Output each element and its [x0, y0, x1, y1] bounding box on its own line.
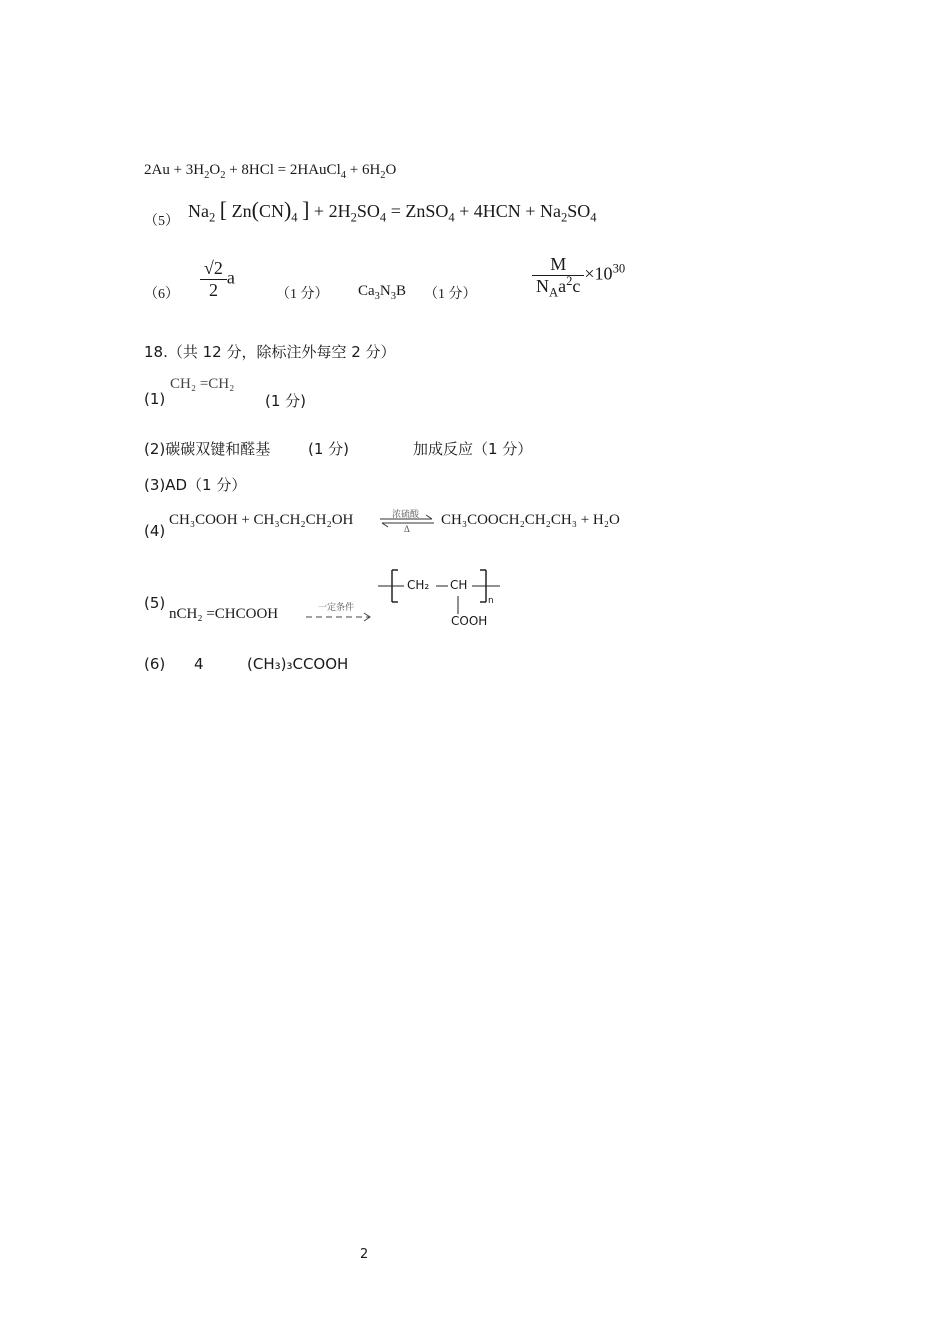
q18-a6-label: (6): [144, 655, 166, 673]
density-fraction: [532, 254, 584, 300]
eq-part: + 2H: [313, 201, 351, 221]
eq-part: Ca: [358, 283, 375, 299]
polymer-cooh: COOH: [451, 614, 488, 628]
eq-sub: 4: [291, 210, 298, 225]
q18-a4-label: (4): [144, 522, 166, 540]
q18-heading: 18.（共 12 分，除标注外每空 2 分）: [144, 343, 396, 361]
eq-sup: 30: [612, 261, 626, 276]
q6-prev-label: （6）: [144, 287, 179, 302]
eq-part: = ZnSO: [390, 201, 449, 221]
eq-sub: 2: [204, 170, 210, 181]
bracket-open: [: [219, 197, 228, 222]
zinc-equation: [188, 197, 597, 223]
q18-a6-count: 4: [194, 655, 204, 673]
eq-part: + 6H: [345, 162, 381, 178]
q18-a4-cond-bottom: Δ: [404, 524, 410, 534]
q18-a2-label: (2)碳碳双键和醛基: [144, 440, 271, 458]
polymer-ch: CH: [450, 578, 468, 592]
eq-sub: 4: [448, 210, 455, 225]
eq-sub: 2: [220, 170, 226, 181]
eq-part: B: [396, 283, 407, 299]
sqrt-fraction: [200, 258, 227, 301]
eq-part: a: [558, 276, 567, 296]
eq-part: CN: [258, 201, 284, 221]
q18-a1-label: (1): [144, 390, 166, 408]
density-denominator: [532, 274, 584, 300]
eq-part: 2Au + 3H: [144, 162, 205, 178]
eq-sub: 3: [390, 291, 397, 302]
q5-prev-label: （5）: [144, 214, 179, 229]
eq-part: O: [209, 162, 221, 178]
q6-formula: [358, 283, 406, 300]
eq-part: Na: [188, 201, 209, 221]
q18-a1-score: (1 分): [265, 392, 307, 410]
eq-sub: 2: [350, 210, 357, 225]
density-numerator: M: [550, 254, 567, 274]
eq-sub: 2: [380, 170, 386, 181]
q6-score-1: （1 分）: [276, 287, 329, 302]
eq-part: c: [572, 276, 581, 296]
q6-fraction: [200, 258, 235, 301]
page-number: 2: [360, 1247, 369, 1262]
eq-sup: 2: [566, 274, 573, 288]
eq-part: SO: [567, 201, 591, 221]
eq-sub: 2: [209, 210, 216, 225]
fraction-numerator: √2: [204, 258, 223, 278]
polymer-ch2: CH₂: [407, 578, 430, 592]
eq-part: + 8HCl = 2HAuCl: [225, 162, 341, 178]
eq-sub: 4: [340, 170, 346, 181]
eq-part: O: [385, 162, 397, 178]
eq-part: + 4HCN + Na: [459, 201, 561, 221]
fraction-variable: a: [226, 267, 235, 288]
eq-sub: A: [549, 285, 559, 300]
eq-sub: 4: [590, 210, 597, 225]
paren-open: (: [251, 197, 259, 222]
polymer-n: n: [488, 596, 494, 606]
q18-a2-b: 加成反应（1 分）: [413, 440, 533, 458]
eq-part: Zn: [231, 201, 252, 221]
q18-a6-formula: (CH₃)₃CCOOH: [247, 655, 349, 673]
eq-sub: 3: [374, 291, 380, 302]
bracket-close: ]: [302, 197, 310, 222]
q6-score-2: （1 分）: [424, 287, 477, 302]
eq-sub: 4: [379, 210, 387, 225]
q18-a4-right: CH₃COOCH₂CH₂CH₃ + H₂O: [441, 512, 620, 528]
eq-part: N: [536, 276, 549, 296]
density-formula: [532, 254, 626, 300]
eq-sub: 2: [560, 210, 568, 225]
eq-part: ×10: [584, 263, 613, 284]
q18-a5-label: (5): [144, 594, 166, 612]
gold-equation: [144, 162, 396, 179]
q18-a1-formula: CH₂ =CH₂: [170, 376, 235, 392]
q18-a2-score: (1 分): [308, 440, 350, 458]
q18-a5-left: nCH₂ =CHCOOH: [169, 606, 279, 622]
eq-part: SO: [356, 201, 380, 221]
q18-a3: (3)AD（1 分）: [144, 476, 247, 494]
q18-a4-left: CH₃COOH + CH₃CH₂CH₂OH: [169, 512, 354, 528]
q18-a5-cond: 一定条件: [318, 602, 355, 612]
fraction-denominator: 2: [200, 279, 227, 301]
eq-part: N: [379, 283, 391, 299]
q18-a4-cond-top: 浓硫酸: [392, 509, 420, 519]
paren-close: ): [283, 197, 292, 222]
